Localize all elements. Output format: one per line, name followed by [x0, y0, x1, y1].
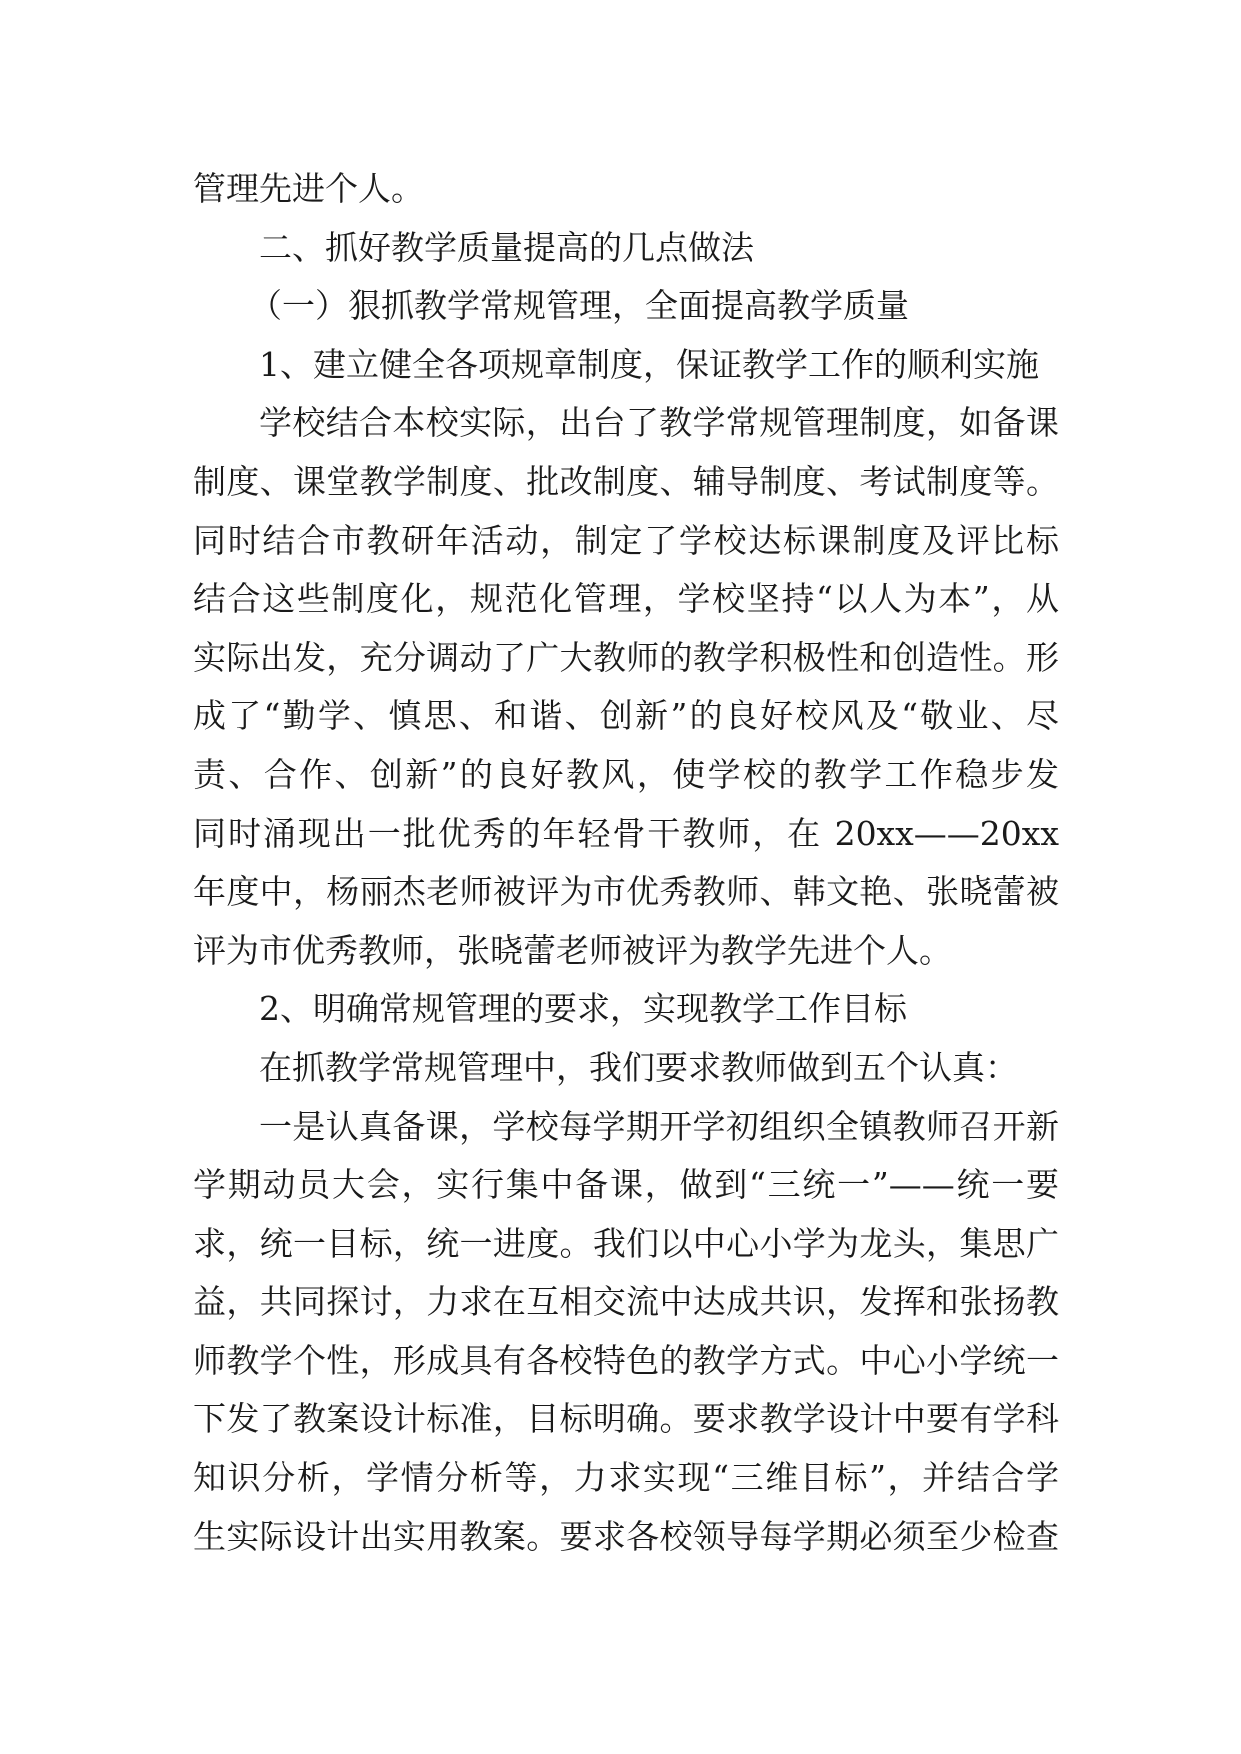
paragraph-line: 同时涌现出一批优秀的年轻骨干教师，在 20xx——20xx: [193, 813, 1059, 853]
subsection-heading: （一）狠抓教学常规管理，全面提高教学质量: [249, 286, 909, 326]
paragraph-line: 在抓教学常规管理中，我们要求教师做到五个认真：: [259, 1047, 1018, 1087]
paragraph-line: 益，共同探讨，力求在互相交流中达成共识，发挥和张扬教: [193, 1282, 1059, 1322]
paragraph-line: 下发了教案设计标准，目标明确。要求教学设计中要有学科: [193, 1399, 1059, 1439]
paragraph-line: 师教学个性，形成具有各校特色的教学方式。中心小学统一: [193, 1340, 1059, 1380]
paragraph-line: 学期动员大会，实行集中备课，做到“三统一”——统一要: [193, 1165, 1059, 1205]
paragraph-line: 实际出发，充分调动了广大教师的教学积极性和创造性。形: [193, 637, 1059, 677]
paragraph-line: 学校结合本校实际，出台了教学常规管理制度，如备课: [259, 403, 1059, 443]
paragraph-line: 同时结合市教研年活动，制定了学校达标课制度及评比标: [193, 520, 1059, 560]
paragraph-continuation: 管理先进个人。: [193, 169, 424, 208]
paragraph-line: 生实际设计出实用教案。要求各校领导每学期必须至少检查: [193, 1516, 1059, 1556]
paragraph-line: 一是认真备课，学校每学期开学初组织全镇教师召开新: [259, 1106, 1059, 1146]
document-body: [193, 160, 1059, 1566]
paragraph-line: 制度、课堂教学制度、批改制度、辅导制度、考试制度等。: [193, 461, 1059, 501]
paragraph-line: 评为市优秀教师，张晓蕾老师被评为教学先进个人。: [193, 930, 952, 970]
item-heading-1: 1、建立健全各项规章制度，保证教学工作的顺利实施: [259, 344, 1039, 384]
item-heading-2: 2、明确常规管理的要求，实现教学工作目标: [259, 989, 907, 1029]
paragraph-line: 年度中，杨丽杰老师被评为市优秀教师、韩文艳、张晓蕾被: [193, 872, 1059, 912]
paragraph-line: 知识分析，学情分析等，力求实现“三维目标”，并结合学: [193, 1458, 1059, 1498]
paragraph-line: 责、合作、创新”的良好教风，使学校的教学工作稳步发: [193, 754, 1059, 794]
paragraph-line: 结合这些制度化，规范化管理，学校坚持“以人为本”，从: [193, 579, 1059, 619]
section-heading: 二、抓好教学质量提高的几点做法: [259, 227, 754, 267]
paragraph-line: 求，统一目标，统一进度。我们以中心小学为龙头，集思广: [193, 1223, 1059, 1263]
paragraph-line: 成了“勤学、慎思、和谐、创新”的良好校风及“敬业、尽: [193, 696, 1059, 736]
